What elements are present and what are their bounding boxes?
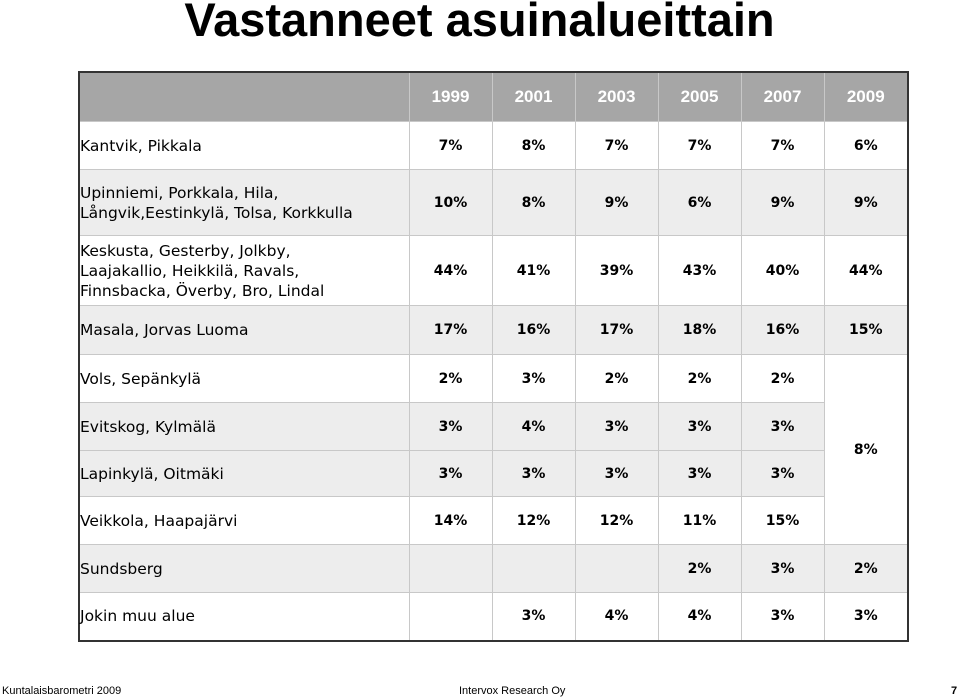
value-cell: 10% <box>409 170 492 236</box>
value-cell: 9% <box>824 170 908 236</box>
value-cell: 44% <box>409 236 492 306</box>
area-line: Evitskog, Kylmälä <box>80 417 216 436</box>
table-row <box>79 306 908 355</box>
value-cell: 6% <box>824 122 908 170</box>
value-cell: 3% <box>824 593 908 641</box>
area-name <box>79 545 409 593</box>
value-cell: 2% <box>741 355 824 403</box>
area-line: Sundsberg <box>80 559 163 578</box>
header-row <box>79 72 908 122</box>
value-cell: 2% <box>658 545 741 593</box>
area-line: Lapinkylä, Oitmäki <box>80 464 224 483</box>
area-name <box>79 236 409 306</box>
value-cell: 9% <box>575 170 658 236</box>
value-cell: 3% <box>492 355 575 403</box>
area-name <box>79 122 409 170</box>
value-cell: 2% <box>824 545 908 593</box>
area-line: Veikkola, Haapajärvi <box>80 511 238 530</box>
value-cell: 4% <box>575 593 658 641</box>
value-cell: 14% <box>409 497 492 545</box>
area-line: Jokin muu alue <box>80 607 195 626</box>
value-cell: 18% <box>658 306 741 355</box>
value-cell: 16% <box>741 306 824 355</box>
footer-source: Kuntalaisbarometri 2009 <box>2 685 122 697</box>
value-cell: 7% <box>741 122 824 170</box>
value-cell: 3% <box>575 403 658 451</box>
area-name <box>79 593 409 641</box>
value-cell: 3% <box>492 451 575 497</box>
table-row <box>79 170 908 236</box>
value-cell: 3% <box>409 451 492 497</box>
area-line: Vols, Sepänkylä <box>80 369 202 388</box>
value-cell: 16% <box>492 306 575 355</box>
value-cell <box>409 593 492 641</box>
value-cell: 8% <box>492 170 575 236</box>
value-cell: 11% <box>658 497 741 545</box>
value-cell: 3% <box>658 403 741 451</box>
value-cell: 17% <box>575 306 658 355</box>
year-header: 1999 <box>409 72 492 122</box>
value-cell: 3% <box>492 593 575 641</box>
area-line: Finnsbacka, Överby, Bro, Lindal <box>80 281 325 300</box>
value-cell: 3% <box>409 403 492 451</box>
value-cell: 4% <box>492 403 575 451</box>
table-row <box>79 122 908 170</box>
value-cell: 3% <box>575 451 658 497</box>
area-line: Kantvik, Pikkala <box>80 136 202 155</box>
page-title: Vastanneet asuinalueittain <box>184 0 775 46</box>
value-cell: 12% <box>492 497 575 545</box>
area-line: Upinniemi, Porkkala, Hila, <box>80 183 279 202</box>
table-row <box>79 497 908 545</box>
value-cell: 15% <box>741 497 824 545</box>
value-cell <box>575 545 658 593</box>
value-cell: 43% <box>658 236 741 306</box>
table-row <box>79 403 908 451</box>
year-header: 2005 <box>658 72 741 122</box>
value-cell: 2% <box>575 355 658 403</box>
footer-company: Intervox Research Oy <box>459 685 566 697</box>
value-cell: 3% <box>741 593 824 641</box>
area-name <box>79 451 409 497</box>
year-header: 2009 <box>824 72 908 122</box>
value-cell: 17% <box>409 306 492 355</box>
year-header: 2003 <box>575 72 658 122</box>
value-cell: 4% <box>658 593 741 641</box>
value-cell: 3% <box>741 403 824 451</box>
table-row <box>79 545 908 593</box>
area-name <box>79 170 409 236</box>
value-cell: 2% <box>658 355 741 403</box>
value-cell: 6% <box>658 170 741 236</box>
value-cell: 9% <box>741 170 824 236</box>
table-row <box>79 355 908 403</box>
value-cell: 7% <box>658 122 741 170</box>
area-line: Långvik,Eestinkylä, Tolsa, Korkkulla <box>80 203 353 222</box>
value-cell: 44% <box>824 236 908 306</box>
area-name <box>79 497 409 545</box>
value-cell: 3% <box>658 451 741 497</box>
value-cell: 40% <box>741 236 824 306</box>
header-corner <box>79 72 409 122</box>
value-cell: 39% <box>575 236 658 306</box>
value-cell: 12% <box>575 497 658 545</box>
value-cell: 15% <box>824 306 908 355</box>
value-cell: 7% <box>409 122 492 170</box>
area-line: Keskusta, Gesterby, Jolkby, <box>80 241 291 260</box>
area-name <box>79 403 409 451</box>
value-cell: 7% <box>575 122 658 170</box>
area-name <box>79 355 409 403</box>
area-line: Masala, Jorvas Luoma <box>80 321 249 339</box>
value-cell: 3% <box>741 545 824 593</box>
page-number: 7 <box>951 685 958 697</box>
value-cell <box>409 545 492 593</box>
table-row <box>79 593 908 641</box>
value-cell: 41% <box>492 236 575 306</box>
value-cell: 8% <box>492 122 575 170</box>
value-cell: 2% <box>409 355 492 403</box>
area-line: Laajakallio, Heikkilä, Ravals, <box>80 261 300 280</box>
year-header: 2001 <box>492 72 575 122</box>
table-row <box>79 451 908 497</box>
merged-2009-value: 8% <box>824 355 908 545</box>
table-row <box>79 236 908 306</box>
area-name <box>79 306 409 355</box>
value-cell <box>492 545 575 593</box>
year-header: 2007 <box>741 72 824 122</box>
residential-area-table <box>78 71 909 642</box>
value-cell: 3% <box>741 451 824 497</box>
